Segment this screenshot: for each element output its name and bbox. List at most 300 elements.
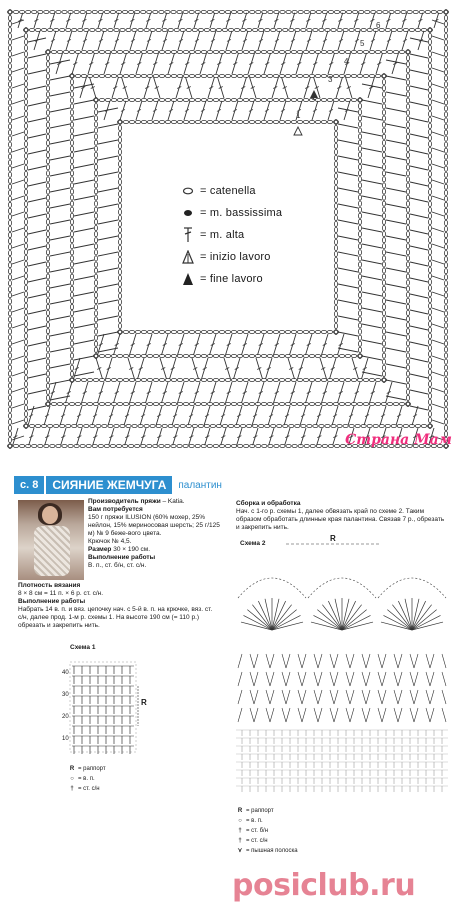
- treble-stitch: [386, 300, 406, 304]
- chain-stitch: [406, 329, 409, 334]
- chain-stitch: [29, 28, 34, 31]
- chain-stitch: [334, 444, 339, 447]
- chain-stitch: [377, 10, 382, 13]
- treble-stitch: [28, 118, 46, 122]
- chain-stitch: [94, 146, 97, 151]
- chain-stitch: [24, 159, 27, 164]
- chain-stitch: [358, 158, 361, 163]
- chain-stitch: [286, 10, 291, 13]
- chain-stitch: [351, 98, 356, 101]
- chain-stitch: [428, 243, 431, 248]
- chain-stitch: [334, 179, 337, 184]
- chain-stitch: [24, 201, 27, 206]
- chain-stitch: [94, 164, 97, 169]
- treble-stitch: [12, 164, 24, 168]
- chain-stitch: [428, 45, 431, 50]
- scheme2-v-stitch: [266, 672, 270, 686]
- treble-stitch: [410, 54, 428, 58]
- chain-stitch: [118, 311, 121, 316]
- chain-stitch: [70, 225, 73, 230]
- chain-stitch: [304, 444, 309, 447]
- treble-stitch: [74, 100, 94, 104]
- chain-stitch: [428, 153, 431, 158]
- chain-stitch: [70, 86, 73, 91]
- scheme2-v-stitch: [398, 708, 402, 722]
- chain-stitch: [428, 171, 431, 176]
- chain-stitch: [24, 225, 27, 230]
- chain-stitch: [46, 335, 49, 340]
- treble-stitch: [12, 116, 24, 120]
- chain-stitch: [70, 323, 73, 328]
- treble-stitch: [50, 156, 70, 160]
- legend-row: [234, 816, 298, 826]
- chain-stitch: [406, 347, 409, 352]
- chain-stitch: [8, 353, 11, 358]
- legend-label: = fine lavoro: [200, 273, 263, 285]
- chain-stitch: [150, 28, 155, 31]
- scheme2-v-stitch: [266, 708, 270, 722]
- chain-stitch: [315, 120, 320, 123]
- chain-stitch: [334, 203, 337, 208]
- chain-stitch: [183, 120, 188, 123]
- treble-stitch: [74, 228, 94, 232]
- chain-stitch: [94, 103, 97, 108]
- chain-stitch: [94, 140, 97, 145]
- chain-stitch: [147, 354, 152, 357]
- scheme2-v-stitch: [270, 654, 274, 668]
- chain-stitch: [444, 305, 447, 310]
- chain-stitch: [201, 50, 206, 53]
- treble-stitch: [338, 172, 358, 176]
- chain-stitch: [159, 444, 164, 447]
- chain-stitch: [382, 165, 385, 170]
- chain-stitch: [46, 395, 49, 400]
- chain-stitch: [183, 378, 188, 381]
- chain-stitch: [444, 413, 447, 418]
- chain-stitch: [94, 250, 97, 255]
- chain-stitch: [406, 219, 409, 224]
- chain-stitch: [358, 323, 361, 328]
- chain-stitch: [406, 244, 409, 249]
- scheme2-v-stitch: [238, 708, 242, 722]
- chain-stitch: [444, 323, 447, 328]
- chain-stitch: [46, 238, 49, 243]
- need-text: 150 г пряжи ILUSION (60% мохер, 25% нейлон, 15% мериносовая шерсть; 25 г/125 м) № 9 беже-вого цвета.: [88, 514, 220, 537]
- chain-stitch: [250, 444, 255, 447]
- chain-stitch: [267, 402, 272, 405]
- chain-stitch: [303, 330, 308, 333]
- chain-stitch: [78, 28, 83, 31]
- chain-stitch: [46, 341, 49, 346]
- scheme2-v-stitch: [346, 672, 350, 686]
- chain-stitch: [94, 286, 97, 291]
- chain-stitch: [358, 183, 361, 188]
- chain-stitch: [261, 120, 266, 123]
- treble-stitch: [432, 116, 444, 120]
- legend-row: [234, 826, 298, 836]
- treble-stitch: [50, 252, 70, 256]
- treble-stitch: [28, 246, 46, 250]
- row-number: 20: [62, 714, 69, 720]
- treble-stitch: [362, 260, 382, 264]
- chain-stitch: [70, 256, 73, 261]
- chain-stitch: [117, 378, 122, 381]
- chain-stitch: [243, 50, 248, 53]
- chain-stitch: [129, 74, 134, 77]
- chain-stitch: [201, 402, 206, 405]
- legend-row-treble: [180, 224, 330, 246]
- chain-stitch: [46, 213, 49, 218]
- chain-stitch: [46, 280, 49, 285]
- chain-stitch: [8, 377, 11, 382]
- chain-stitch: [46, 86, 49, 91]
- chain-stitch: [177, 50, 182, 53]
- treble-stitch: [28, 182, 46, 186]
- chain-stitch: [126, 28, 131, 31]
- start-icon: [180, 249, 196, 265]
- chain-stitch: [428, 111, 431, 116]
- chain-stitch: [444, 202, 447, 207]
- chain-stitch: [406, 250, 409, 255]
- chain-stitch: [375, 402, 380, 405]
- chain-stitch: [247, 28, 252, 31]
- chain-stitch: [46, 298, 49, 303]
- chain-stitch: [94, 305, 97, 310]
- chain-stitch: [307, 28, 312, 31]
- chain-stitch: [444, 389, 447, 394]
- scheme2-arch: [238, 578, 306, 598]
- treble-stitch: [386, 220, 406, 224]
- chain-stitch: [8, 269, 11, 274]
- scheme2-v-stitch: [410, 672, 414, 686]
- scheme2-v-stitch: [414, 708, 418, 722]
- chain-stitch: [70, 311, 73, 316]
- scheme2-v-stitch: [350, 654, 354, 668]
- chain-stitch: [24, 195, 27, 200]
- chain-stitch: [382, 347, 385, 352]
- chain-stitch: [444, 311, 447, 316]
- chain-stitch: [325, 424, 330, 427]
- chain-stitch: [273, 120, 278, 123]
- chain-stitch: [94, 262, 97, 267]
- chain-stitch: [315, 378, 320, 381]
- chain-stitch: [428, 117, 431, 122]
- chain-stitch: [70, 104, 73, 109]
- chain-stitch: [428, 303, 431, 308]
- chain-stitch: [358, 329, 361, 334]
- scheme2-v-stitch: [334, 690, 338, 704]
- treble-stitch: [432, 52, 444, 56]
- treble-stitch: [28, 102, 46, 106]
- chain-stitch: [24, 369, 27, 374]
- treble-stitch: [432, 132, 444, 136]
- chain-stitch: [406, 134, 409, 139]
- chain-stitch: [406, 55, 409, 60]
- scheme2-v-stitch: [298, 672, 302, 686]
- chain-stitch: [358, 152, 361, 157]
- chain-stitch: [240, 424, 245, 427]
- chain-stitch: [46, 92, 49, 97]
- chain-stitch: [156, 424, 161, 427]
- treble-stitch: [74, 212, 94, 216]
- chain-stitch: [46, 389, 49, 394]
- chain-stitch: [358, 305, 361, 310]
- chain-stitch: [259, 424, 264, 427]
- scheme2-v-stitch: [430, 690, 434, 704]
- chain-stitch: [428, 69, 431, 74]
- chain-stitch: [94, 238, 97, 243]
- chain-stitch: [358, 146, 361, 151]
- chain-stitch: [165, 330, 170, 333]
- treble-stitch: [386, 252, 406, 256]
- row-number: 10: [62, 736, 69, 742]
- chain-stitch: [70, 92, 73, 97]
- chain-stitch: [99, 402, 104, 405]
- chain-stitch: [316, 10, 321, 13]
- treble-icon: [180, 227, 196, 243]
- chain-stitch: [8, 389, 11, 394]
- chain-stitch: [29, 424, 34, 427]
- chain-stitch: [389, 10, 394, 13]
- chain-stitch: [444, 142, 447, 147]
- chain-stitch: [123, 354, 128, 357]
- chain-stitch: [428, 417, 431, 422]
- chain-stitch: [393, 50, 398, 53]
- treble-stitch: [28, 294, 46, 298]
- chain-stitch: [46, 147, 49, 152]
- chain-stitch: [369, 378, 374, 381]
- chain-stitch: [118, 275, 121, 280]
- chain-stitch: [382, 353, 385, 358]
- chain-stitch: [231, 10, 236, 13]
- chain-stitch: [321, 98, 326, 101]
- chain-stitch: [363, 378, 368, 381]
- chain-stitch: [243, 378, 248, 381]
- treble-stitch: [432, 260, 444, 264]
- chain-stitch: [428, 93, 431, 98]
- chain-stitch: [406, 371, 409, 376]
- chain-stitch: [219, 402, 224, 405]
- chain-stitch: [114, 424, 119, 427]
- chain-stitch: [70, 304, 73, 309]
- treble-stitch: [28, 166, 46, 170]
- chain-stitch: [180, 28, 185, 31]
- chain-stitch: [406, 165, 409, 170]
- chain-stitch: [24, 351, 27, 356]
- chain-stitch: [265, 28, 270, 31]
- chain-stitch: [192, 424, 197, 427]
- treble-stitch: [74, 148, 94, 152]
- chain-stitch: [195, 10, 200, 13]
- round-number: 5: [360, 39, 365, 48]
- treble-stitch: [28, 150, 46, 154]
- treble-stitch: [432, 244, 444, 248]
- chain-stitch: [327, 402, 332, 405]
- chain-stitch: [358, 177, 361, 182]
- legend-text: = ст. с/н: [246, 838, 268, 844]
- chain-stitch: [46, 304, 49, 309]
- chain-stitch: [382, 122, 385, 127]
- chain-stitch: [94, 158, 97, 163]
- scheme2-v-stitch: [254, 654, 258, 668]
- chain-stitch: [406, 395, 409, 400]
- chain-stitch: [24, 261, 27, 266]
- scheme2-v-stitch: [394, 708, 398, 722]
- chain-stitch: [406, 256, 409, 261]
- treble-stitch: [12, 324, 24, 328]
- chain-stitch: [406, 68, 409, 73]
- chain-stitch: [382, 365, 385, 370]
- chain-stitch: [201, 330, 206, 333]
- chain-stitch: [70, 335, 73, 340]
- treble-stitch: [410, 230, 428, 234]
- treble-stitch: [432, 324, 444, 328]
- scheme2-v-stitch: [250, 672, 254, 686]
- chain-stitch: [171, 444, 176, 447]
- chain-stitch: [382, 286, 385, 291]
- chain-stitch: [255, 74, 260, 77]
- treble-stitch: [12, 132, 24, 136]
- chain-stitch: [24, 267, 27, 272]
- treble-stitch: [410, 342, 428, 346]
- chain-stitch: [358, 122, 361, 127]
- chain-stitch: [334, 323, 337, 328]
- chain-stitch: [231, 330, 236, 333]
- chain-stitch: [387, 50, 392, 53]
- chain-stitch: [8, 21, 11, 26]
- treble-stitch: [432, 36, 444, 40]
- chain-stitch: [231, 120, 236, 123]
- chain-stitch: [118, 239, 121, 244]
- chain-stitch: [297, 74, 302, 77]
- chain-stitch: [234, 28, 239, 31]
- scheme2-v-stitch: [398, 690, 402, 704]
- chain-stitch: [129, 354, 134, 357]
- chain-stitch: [118, 227, 121, 232]
- chain-stitch: [46, 292, 49, 297]
- treble-stitch: [432, 404, 444, 408]
- chain-stitch: [46, 262, 49, 267]
- chain-stitch: [24, 135, 27, 140]
- chain-stitch: [406, 74, 409, 79]
- chain-stitch: [51, 402, 56, 405]
- scheme2-v-stitch: [382, 708, 386, 722]
- chain-stitch: [46, 189, 49, 194]
- treble-stitch: [50, 364, 70, 368]
- scheme1-legend: [66, 764, 106, 794]
- chain-stitch: [105, 354, 110, 357]
- chain-stitch: [428, 405, 431, 410]
- chain-stitch: [382, 371, 385, 376]
- chain-stitch: [428, 369, 431, 374]
- chain-stitch: [24, 237, 27, 242]
- chain-stitch: [44, 10, 49, 13]
- chain-stitch: [8, 335, 11, 340]
- treble-stitch: [74, 116, 94, 120]
- chain-stitch: [46, 159, 49, 164]
- chain-stitch: [24, 153, 27, 158]
- chain-stitch: [56, 444, 61, 447]
- chain-stitch: [94, 317, 97, 322]
- chain-stitch: [46, 268, 49, 273]
- chain-stitch: [243, 120, 248, 123]
- chain-stitch: [24, 213, 27, 218]
- legend-row: [66, 764, 106, 774]
- treble-stitch: [410, 246, 428, 250]
- chain-stitch: [132, 28, 137, 31]
- chain-stitch: [70, 268, 73, 273]
- scheme2-v-stitch: [426, 708, 430, 722]
- chain-stitch: [46, 250, 49, 255]
- chain-stitch: [8, 94, 11, 99]
- chain-stitch: [428, 63, 431, 68]
- chain-stitch: [428, 57, 431, 62]
- chain-stitch: [210, 28, 215, 31]
- chain-stitch: [406, 268, 409, 273]
- chain-stitch: [334, 191, 337, 196]
- chain-stitch: [24, 297, 27, 302]
- legend-row-end: [180, 268, 330, 290]
- chain-stitch: [444, 166, 447, 171]
- chain-stitch: [256, 444, 261, 447]
- chain-stitch: [99, 354, 104, 357]
- chain-stitch: [192, 28, 197, 31]
- chain-stitch: [339, 98, 344, 101]
- chain-stitch: [428, 387, 431, 392]
- chain-stitch: [207, 98, 212, 101]
- chain-stitch: [81, 378, 86, 381]
- start-marker: [294, 127, 302, 135]
- chain-stitch: [406, 310, 409, 315]
- chain-stitch: [303, 378, 308, 381]
- chain-stitch: [334, 317, 337, 322]
- chain-stitch: [74, 10, 79, 13]
- chain-stitch: [46, 347, 49, 352]
- chain-stitch: [315, 330, 320, 333]
- chain-stitch: [428, 189, 431, 194]
- chain-stitch: [313, 424, 318, 427]
- chain-stitch: [395, 10, 400, 13]
- chain-stitch: [213, 98, 218, 101]
- scheme2-v-stitch: [362, 654, 366, 668]
- chain-stitch: [334, 293, 337, 298]
- end-icon: [180, 271, 196, 287]
- treble-stitch: [432, 100, 444, 104]
- chain-stitch: [382, 304, 385, 309]
- chain-stitch: [201, 378, 206, 381]
- scheme2-v-stitch: [334, 654, 338, 668]
- chain-stitch: [219, 74, 224, 77]
- chain-stitch: [92, 10, 97, 13]
- chain-stitch: [129, 50, 134, 53]
- treble-stitch: [386, 284, 406, 288]
- chain-stitch: [382, 110, 385, 115]
- chain-stitch: [334, 305, 337, 310]
- treble-stitch: [338, 268, 358, 272]
- chain-stitch: [8, 323, 11, 328]
- chain-stitch: [397, 28, 402, 31]
- chain-stitch: [327, 354, 332, 357]
- chain-stitch: [297, 402, 302, 405]
- chain-stitch: [70, 98, 73, 103]
- chain-stitch: [118, 137, 121, 142]
- chain-stitch: [351, 74, 356, 77]
- chain-stitch: [24, 309, 27, 314]
- chain-stitch: [358, 347, 361, 352]
- chain-stitch: [46, 62, 49, 67]
- treble-stitch: [410, 198, 428, 202]
- scheme2-v-stitch: [270, 672, 274, 686]
